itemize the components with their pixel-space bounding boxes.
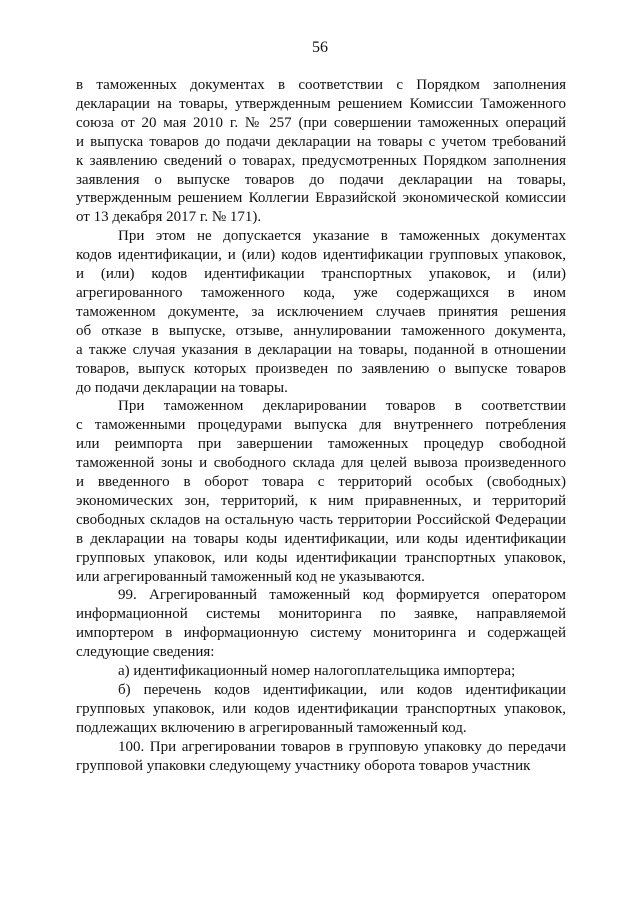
text-line: и выпуска товаров до подачи декларации на товары с учетом требований (76, 133, 566, 150)
text-line: 99. Агрегированный таможенный код формируется оператором (118, 587, 566, 604)
text-line: экономических зон, территорий, к ним приравненных, и территорий (76, 492, 566, 509)
text-line: в декларации на товары коды идентификации, или коды идентификации (76, 530, 566, 547)
text-line: к заявлению сведений о товарах, предусмотренных Порядком заполнения (76, 152, 566, 169)
text-line: информационной системы мониторинга по заявке, направляемой (76, 606, 566, 623)
text-line: групповой упаковки следующему участнику оборота товаров участник (76, 757, 531, 774)
text-line: декларации на товары, утвержденным решением Комиссии Таможенного (76, 95, 566, 112)
text-line: а) идентификационный номер налогоплательщика импортера; (118, 663, 516, 680)
text-line: агрегированного таможенного кода, уже содержащихся в ином (76, 284, 566, 301)
text-line: подлежащих включению в агрегированный таможенный код. (76, 719, 467, 736)
text-line: и введенного в оборот товара с территорий особых (свободных) (76, 474, 566, 491)
text-line: до подачи декларации на товары. (76, 379, 288, 396)
text-line: товаров, выпуск которых произведен по заявлению о выпуске товаров (76, 360, 566, 377)
text-line: кодов идентификации, и (или) кодов идентификации групповых упаковок, (76, 247, 566, 264)
text-line: При таможенном декларировании товаров в соответствии (118, 398, 566, 415)
paragraph (76, 227, 566, 397)
text-line: б) перечень кодов идентификации, или кодов идентификации (118, 682, 566, 698)
text-line: 100. При агрегировании товаров в групповую упаковку до передачи (118, 738, 566, 755)
document-body (76, 76, 566, 776)
paragraph (76, 681, 566, 738)
text-line: а также случая указания в декларации на товары, поданной в отношении (76, 341, 566, 358)
text-line: групповых упаковок, или коды идентификации транспортных упаковок, (76, 549, 566, 566)
text-line: При этом не допускается указание в таможенных документах (118, 228, 566, 245)
text-line: утвержденным решением Коллегии Евразийской экономической комиссии (76, 190, 566, 207)
paragraph (76, 662, 566, 681)
paragraph (76, 738, 566, 776)
paragraph (76, 397, 566, 586)
text-line: от 13 декабря 2017 г. № 171). (76, 209, 262, 226)
text-line: с таможенными процедурами выпуска для внутреннего потребления (76, 417, 566, 434)
text-line: таможенной зоны и свободного склада для целей вывоза произведенного (76, 455, 566, 472)
paragraph (76, 76, 566, 227)
text-line: или агрегированный таможенный код не указываются. (76, 568, 425, 585)
text-line: групповых упаковок, или кодов идентификации транспортных упаковок, (76, 700, 566, 717)
text-line: и (или) кодов идентификации транспортных упаковок, и (или) (76, 266, 566, 283)
text-line: заявления о выпуске товаров до подачи декларации на товары, (76, 171, 566, 188)
page-number: 56 (312, 39, 328, 56)
text-line: таможенном документе, за исключением случаев принятия решения (76, 303, 566, 320)
text-line: об отказе в выпуске, отзыве, аннулировании таможенного документа, (76, 322, 566, 339)
text-line: или реимпорта при завершении таможенных процедур свободной (76, 436, 566, 453)
text-line: в таможенных документах в соответствии с Порядком заполнения (76, 77, 566, 93)
text-line: союза от 20 мая 2010 г. № 257 (при совершении таможенных операций (76, 114, 566, 131)
text-line: следующие сведения: (76, 644, 215, 661)
text-line: свободных складов на остальную часть территории Российской Федерации (76, 511, 566, 528)
text-line: импортером в информационную систему мониторинга и содержащей (76, 625, 566, 642)
paragraph (76, 586, 566, 662)
